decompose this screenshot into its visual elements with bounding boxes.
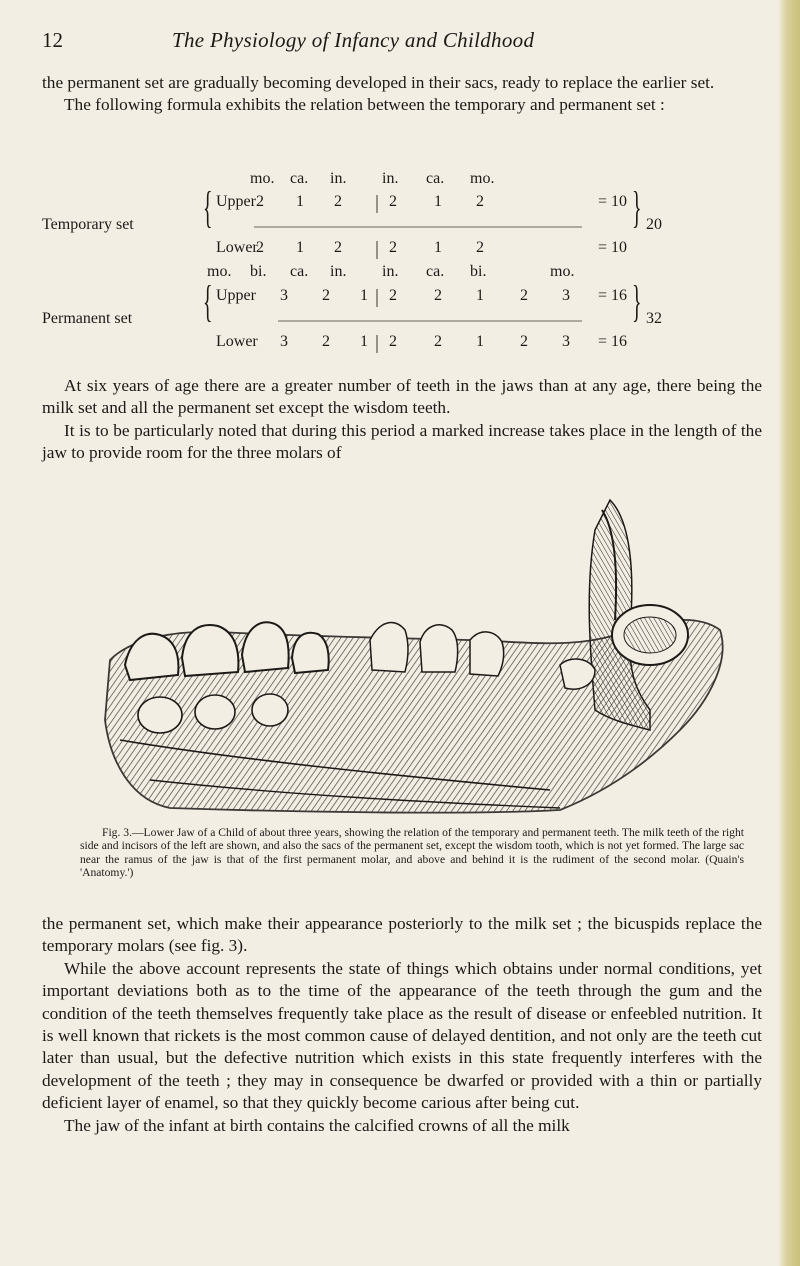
formula-cell: 1 [296, 239, 304, 256]
paragraph: the permanent set, which make their appearance posteriorly to the milk set ; the bicuspids replace the temporary molars (see fig. 3). [42, 914, 762, 956]
formula-cell: 2 [389, 239, 397, 256]
paragraph: The jaw of the infant at birth contains the calcified crowns of all the milk [64, 1115, 570, 1135]
brace-icon: { [203, 183, 213, 232]
formula-cell: 1 [476, 333, 484, 350]
col-header: mo. [550, 263, 575, 280]
upper-label: Upper [216, 193, 256, 210]
tooth-shape [242, 622, 289, 672]
paragraph: While the above account represents the state of things which obtains under normal conditions, yet important deviations both as to the time of the appearance of the teeth through the gum and the condition of the teeth themselves frequently take place as the result of disease or enfeebled nutrition. It is well known that rickets is the most common cause of delayed dentition, and not only are the teeth cut later than usual, but the defective nutrition which exists in this state frequently interferes with the development of the teeth ; they may in consequence be dwarfed or provided with a thin or partially deficient layer of enamel, so that they quickly become carious after being cut. [42, 958, 762, 1113]
jaw-illustration [90, 490, 740, 820]
formula-cell: 2 [389, 193, 397, 210]
formula-cell: 2 [322, 333, 330, 350]
formula-cell: 2 [434, 333, 442, 350]
row-total: = 10 [598, 193, 628, 210]
tooth-sac-shape [195, 695, 235, 729]
col-header: in. [330, 170, 347, 187]
temporary-set-label: Temporary set [42, 216, 134, 233]
col-header: mo. [207, 263, 232, 280]
permanent-set-label: Permanent set [42, 310, 133, 327]
bottom-text [42, 913, 762, 1137]
molar-crown-shape [624, 617, 676, 653]
middle-text [42, 375, 762, 465]
formula-cell: 2 [334, 239, 342, 256]
formula-cell: 1 [434, 239, 442, 256]
formula-cell: 2 [520, 333, 528, 350]
formula-cell: 3 [562, 333, 570, 350]
tooth-shape [125, 634, 178, 680]
running-header [42, 28, 762, 58]
tooth-shape [470, 632, 504, 676]
lower-label: Lower [216, 239, 258, 256]
col-header: bi. [250, 263, 267, 280]
formula-cell: 2 [322, 287, 330, 304]
paragraph: At six years of age there are a greater number of teeth in the jaws than at any age, there being the milk set and all the permanent set except the wisdom teeth. [42, 376, 762, 418]
formula-cell: 2 [256, 193, 264, 210]
tooth-shape [420, 625, 458, 672]
formula-cell: 1 [296, 193, 304, 210]
tooth-sac-shape [138, 697, 182, 733]
formula-cell: 2 [434, 287, 442, 304]
formula-cell: 2 [389, 333, 397, 350]
formula-cell: 1 [476, 287, 484, 304]
col-header: in. [330, 263, 347, 280]
formula-cell: 2 [476, 239, 484, 256]
formula-cell: 2 [476, 193, 484, 210]
col-header: in. [382, 263, 399, 280]
formula-cell: 2 [389, 287, 397, 304]
page-number: 12 [42, 28, 63, 52]
upper-label: Upper [216, 287, 256, 304]
col-header: ca. [426, 263, 445, 280]
lower-label: Lower [216, 333, 258, 350]
formula-cell: 1 [360, 287, 368, 304]
formula-rules [42, 168, 762, 408]
col-header: in. [382, 170, 399, 187]
col-header: ca. [426, 170, 445, 187]
dental-formula [42, 168, 762, 408]
row-total: = 16 [598, 333, 628, 350]
intro-text [42, 72, 762, 117]
col-header: mo. [470, 170, 495, 187]
paragraph: The following formula exhibits the relation between the temporary and permanent set : [64, 95, 665, 115]
col-header: ca. [290, 263, 309, 280]
tooth-sac-shape [252, 694, 288, 726]
formula-cell: 2 [256, 239, 264, 256]
col-header: ca. [290, 170, 309, 187]
paragraph: the permanent set are gradually becoming developed in their sacs, ready to replace the earlier set. [42, 73, 715, 92]
formula-cell: 1 [434, 193, 442, 210]
row-total: = 16 [598, 287, 628, 304]
grand-total: 20 [646, 216, 662, 233]
formula-cell: 1 [360, 333, 368, 350]
paragraph: It is to be particularly noted that during this period a marked increase takes place in the length of the jaw to provide room for the three molars of [42, 420, 762, 463]
tooth-shape [292, 633, 329, 673]
brace-icon: } [632, 277, 642, 326]
formula-cell: 3 [280, 287, 288, 304]
brace-icon: } [632, 183, 642, 232]
formula-cell: 3 [562, 287, 570, 304]
tooth-shape [370, 623, 408, 672]
brace-icon: { [203, 277, 213, 326]
tooth-shape [182, 625, 238, 676]
figure-caption [80, 826, 744, 880]
page-edge-shadow [778, 0, 800, 1266]
col-header: mo. [250, 170, 275, 187]
formula-cell: 2 [334, 193, 342, 210]
grand-total: 32 [646, 310, 662, 327]
formula-cell: 2 [520, 287, 528, 304]
caption-text: Fig. 3.—Lower Jaw of a Child of about three years, showing the relation of the temporary and permanent teeth. The milk teeth of the right side and incisors of the left are shown, and also the sacs of the permanent set, except the wisdom tooth, which is not yet formed. The large sac near the ramus of the jaw is that of the first permanent molar, and above and behind it is the rudiment of the second molar. (Quain's 'Anatomy.') [80, 826, 744, 880]
col-header: bi. [470, 263, 487, 280]
formula-cell: 3 [280, 333, 288, 350]
row-total: = 10 [598, 239, 628, 256]
running-title: The Physiology of Infancy and Childhood [172, 28, 535, 52]
